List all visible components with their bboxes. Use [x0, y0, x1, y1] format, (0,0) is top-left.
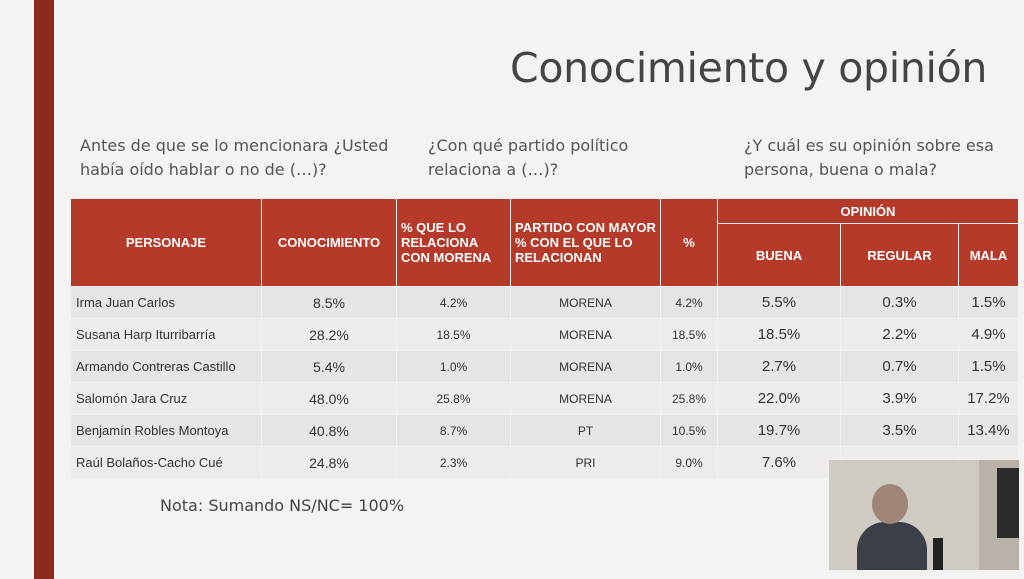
cell-name: Salomón Jara Cruz	[71, 383, 262, 415]
cell-mala: 1.5%	[959, 287, 1019, 319]
slide-title: Conocimiento y opinión	[510, 44, 988, 92]
cell-pct: 1.0%	[661, 351, 718, 383]
cell-pct: 10.5%	[661, 415, 718, 447]
header-regular: REGULAR	[841, 224, 959, 287]
cell-partido: PRI	[511, 447, 661, 479]
cell-partido: MORENA	[511, 383, 661, 415]
cell-pct: 4.2%	[661, 287, 718, 319]
cell-morena: 1.0%	[397, 351, 511, 383]
cell-pct: 9.0%	[661, 447, 718, 479]
cell-morena: 2.3%	[397, 447, 511, 479]
cell-name: Susana Harp Iturribarría	[71, 319, 262, 351]
cell-name: Raúl Bolaños-Cacho Cué	[71, 447, 262, 479]
cell-conocimiento: 8.5%	[262, 287, 397, 319]
cell-conocimiento: 24.8%	[262, 447, 397, 479]
cell-pct: 18.5%	[661, 319, 718, 351]
cell-mala: 17.2%	[959, 383, 1019, 415]
table-row	[71, 319, 1019, 351]
header-buena: BUENA	[718, 224, 841, 287]
cell-regular: 0.3%	[841, 287, 959, 319]
cell-buena: 18.5%	[718, 319, 841, 351]
question-conocimiento: Antes de que se lo mencionara ¿Usted había oído hablar o no de (…)?	[80, 136, 389, 179]
table-row	[71, 415, 1019, 447]
cell-buena: 19.7%	[718, 415, 841, 447]
cell-partido: MORENA	[511, 351, 661, 383]
table-row	[71, 383, 1019, 415]
cell-buena: 22.0%	[718, 383, 841, 415]
header-opinion: OPINIÓN	[718, 199, 1019, 224]
cell-name: Irma Juan Carlos	[71, 287, 262, 319]
cell-conocimiento: 40.8%	[262, 415, 397, 447]
cell-conocimiento: 5.4%	[262, 351, 397, 383]
cell-name: Benjamín Robles Montoya	[71, 415, 262, 447]
cell-buena: 7.6%	[718, 447, 841, 479]
question-partido: ¿Con qué partido político relaciona a (…)?	[428, 136, 629, 179]
cell-partido: MORENA	[511, 319, 661, 351]
cell-regular: 3.9%	[841, 383, 959, 415]
cell-mala: 4.9%	[959, 319, 1019, 351]
cell-regular: 2.2%	[841, 319, 959, 351]
results-table	[70, 198, 1019, 479]
presenter-head	[872, 484, 908, 524]
cell-mala: 13.4%	[959, 415, 1019, 447]
slide-side-bar	[34, 0, 54, 579]
microphone-stand	[933, 538, 943, 570]
header-pct: %	[661, 199, 718, 287]
cell-partido: MORENA	[511, 287, 661, 319]
table-row	[71, 351, 1019, 383]
cell-regular: 0.7%	[841, 351, 959, 383]
video-background-frame	[997, 468, 1019, 538]
cell-conocimiento: 48.0%	[262, 383, 397, 415]
presenter-body	[857, 522, 927, 570]
cell-morena: 18.5%	[397, 319, 511, 351]
question-opinion: ¿Y cuál es su opinión sobre esa persona, buena o mala?	[744, 136, 994, 179]
cell-partido: PT	[511, 415, 661, 447]
cell-buena: 2.7%	[718, 351, 841, 383]
cell-buena: 5.5%	[718, 287, 841, 319]
cell-morena: 25.8%	[397, 383, 511, 415]
cell-conocimiento: 28.2%	[262, 319, 397, 351]
footnote: Nota: Sumando NS/NC= 100%	[160, 496, 405, 515]
header-partido: PARTIDO CON MAYOR % CON EL QUE LO RELACIONAN	[511, 199, 661, 287]
cell-mala: 1.5%	[959, 351, 1019, 383]
header-mala: MALA	[959, 224, 1019, 287]
cell-morena: 4.2%	[397, 287, 511, 319]
table-row	[71, 287, 1019, 319]
header-personaje: PERSONAJE	[71, 199, 262, 287]
header-relaciona-morena: % QUE LO RELACIONA CON MORENA	[397, 199, 511, 287]
presenter-video-overlay	[829, 460, 1019, 570]
cell-name: Armando Contreras Castillo	[71, 351, 262, 383]
cell-morena: 8.7%	[397, 415, 511, 447]
cell-regular: 3.5%	[841, 415, 959, 447]
cell-pct: 25.8%	[661, 383, 718, 415]
header-conocimiento: CONOCIMIENTO	[262, 199, 397, 287]
